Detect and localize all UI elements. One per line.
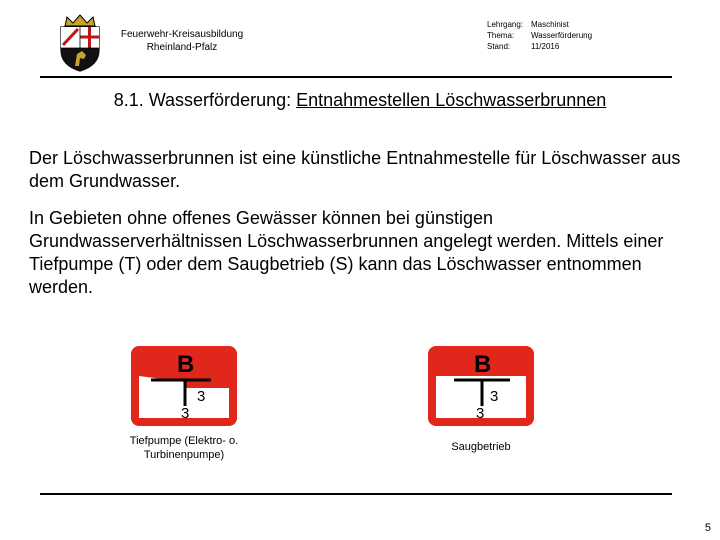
- sign-number-bottom: 3: [181, 405, 190, 422]
- organization-name: [108, 28, 256, 54]
- slide-title: [0, 90, 720, 111]
- caption-line-1: Tiefpumpe (Elektro- o.: [129, 435, 239, 447]
- hydrant-sign-deep-pump: [131, 346, 237, 426]
- meta-row-topic: [487, 30, 592, 41]
- sign-letter: B: [177, 351, 195, 378]
- hydrant-sign-suction: [428, 346, 534, 426]
- meta-value: Wasserförderung: [531, 31, 593, 40]
- footer-divider: [40, 493, 672, 495]
- meta-key: Lehrgang:: [487, 20, 524, 29]
- paragraph-intro: Der Löschwasserbrunnen ist eine künstliche Entnahmestelle für Löschwasser aus dem Grundwasser.: [29, 148, 681, 191]
- course-meta: [487, 19, 592, 52]
- caption-line-2: Turbinenpumpe): [143, 449, 225, 461]
- sign-number-bottom: 3: [476, 405, 485, 422]
- meta-value: 11/2016: [531, 42, 560, 51]
- meta-key: Stand:: [487, 42, 511, 51]
- page-number: 5: [704, 522, 711, 534]
- caption-line-1: Saugbetrieb: [451, 441, 511, 453]
- meta-value: Maschinist: [531, 20, 569, 29]
- meta-row-course: [487, 19, 592, 30]
- sign-number-right: 3: [197, 388, 206, 405]
- sign-caption-suction: [401, 440, 561, 454]
- sign-number-right: 3: [490, 388, 499, 405]
- header-divider: [40, 76, 672, 78]
- meta-row-date: [487, 41, 592, 52]
- coat-of-arms-logo: [55, 14, 105, 72]
- organization-line-2: Rheinland-Pfalz: [146, 42, 218, 53]
- title-underlined: Entnahmestellen Löschwasserbrunnen: [296, 90, 607, 110]
- sign-graphic: [131, 346, 237, 426]
- organization-line-1: Feuerwehr-Kreisausbildung: [120, 29, 244, 40]
- sign-letter: B: [474, 351, 492, 378]
- sign-graphic: [428, 346, 534, 426]
- sign-caption-deep-pump: [104, 434, 264, 462]
- title-prefix: 8.1. Wasserförderung:: [113, 90, 297, 110]
- paragraph-details: In Gebieten ohne offenes Gewässer können bei günstigen Grundwasserverhältnissen Löschwasserbrunnen angelegt werden. Mittels einer Tiefpumpe (T) oder dem Saugbetrieb (S) kann das Löschwasser entnommen werden.: [29, 208, 664, 297]
- meta-key: Thema:: [487, 31, 515, 40]
